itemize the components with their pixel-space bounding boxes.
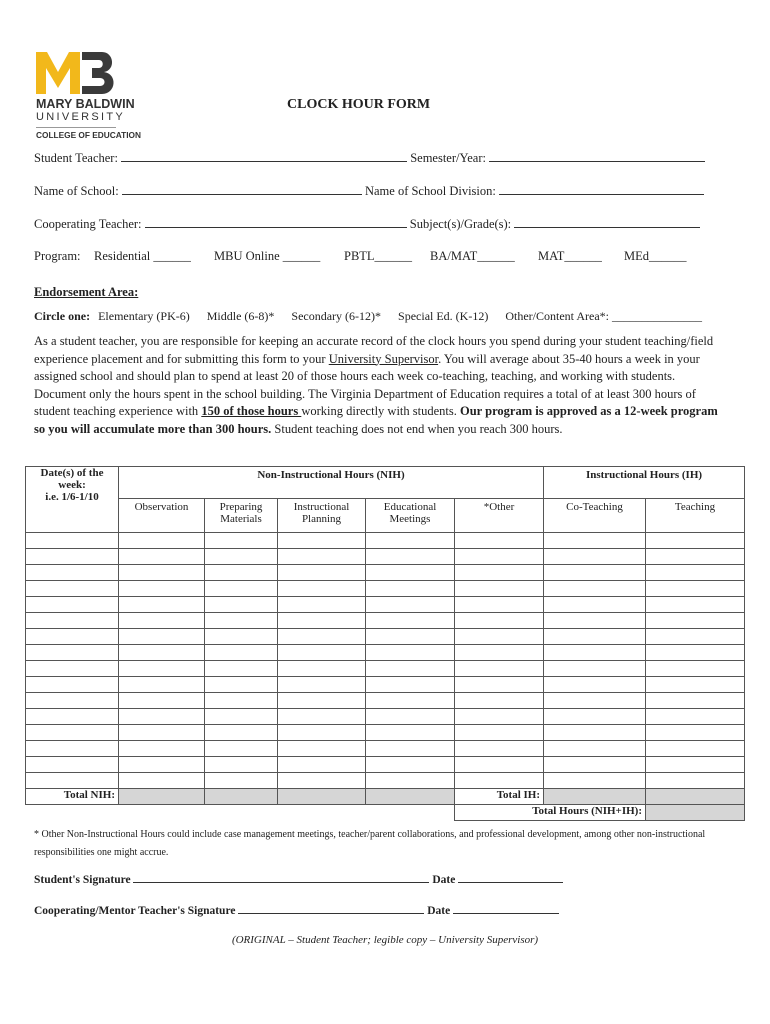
date-cell[interactable] bbox=[26, 709, 119, 725]
hours-cell[interactable] bbox=[544, 549, 646, 565]
date-cell[interactable] bbox=[26, 661, 119, 677]
nih-header: Non-Instructional Hours (NIH) bbox=[119, 467, 544, 499]
total-ih-label: Total IH: bbox=[455, 789, 544, 805]
hours-cell[interactable] bbox=[278, 741, 366, 757]
form-title: CLOCK HOUR FORM bbox=[287, 97, 431, 112]
col-instructional-planning: Instructional Planning bbox=[278, 499, 366, 533]
hours-cell[interactable] bbox=[646, 645, 745, 661]
hours-cell[interactable] bbox=[455, 565, 544, 581]
student-signature-row bbox=[34, 872, 563, 886]
hours-cell[interactable] bbox=[205, 661, 278, 677]
blank-cell bbox=[26, 805, 119, 821]
row-student-teacher bbox=[34, 150, 705, 166]
hours-cell[interactable] bbox=[278, 773, 366, 789]
hours-cell[interactable] bbox=[455, 677, 544, 693]
hours-cell[interactable] bbox=[119, 693, 205, 709]
date-cell[interactable] bbox=[26, 549, 119, 565]
hours-cell[interactable] bbox=[205, 645, 278, 661]
mentor-date-field[interactable] bbox=[453, 903, 559, 914]
date-cell[interactable] bbox=[26, 741, 119, 757]
hours-cell[interactable] bbox=[455, 597, 544, 613]
date-cell[interactable] bbox=[26, 613, 119, 629]
program-residential[interactable]: Residential ______ bbox=[94, 249, 191, 263]
date-cell[interactable] bbox=[26, 725, 119, 741]
date-column-header bbox=[26, 467, 119, 533]
school-name-label: Name of School: bbox=[34, 184, 119, 198]
date-cell[interactable] bbox=[26, 597, 119, 613]
semester-year-label: Semester/Year: bbox=[410, 151, 486, 165]
logo-college: COLLEGE OF EDUCATION bbox=[36, 130, 141, 140]
row-school bbox=[34, 183, 704, 199]
hours-cell[interactable] bbox=[455, 693, 544, 709]
original-copy-note: (ORIGINAL – Student Teacher; legible copy – University Supervisor) bbox=[231, 934, 539, 946]
option-elementary[interactable]: Elementary (PK-6) bbox=[98, 309, 190, 323]
hours-cell[interactable] bbox=[278, 709, 366, 725]
school-division-field[interactable] bbox=[499, 183, 704, 195]
hours-cell[interactable] bbox=[646, 661, 745, 677]
endorsement-options bbox=[34, 309, 702, 324]
hours-cell[interactable] bbox=[544, 661, 646, 677]
hours-cell[interactable] bbox=[646, 709, 745, 725]
hours-cell[interactable] bbox=[455, 757, 544, 773]
hours-cell[interactable] bbox=[205, 725, 278, 741]
col-other: *Other bbox=[455, 499, 544, 533]
mentor-signature-label: Cooperating/Mentor Teacher's Signature bbox=[34, 905, 236, 917]
date-cell[interactable] bbox=[26, 581, 119, 597]
hours-cell[interactable] bbox=[119, 757, 205, 773]
university-supervisor-text: University Supervisor bbox=[328, 351, 439, 366]
hours-cell[interactable] bbox=[544, 565, 646, 581]
date-cell[interactable] bbox=[26, 629, 119, 645]
para-text-3: working directly with students. bbox=[301, 404, 460, 418]
table-row bbox=[26, 629, 745, 645]
hours-cell[interactable] bbox=[646, 549, 745, 565]
mary-baldwin-logo bbox=[36, 48, 141, 140]
cooperating-teacher-label: Cooperating Teacher: bbox=[34, 217, 142, 231]
table-row bbox=[26, 597, 745, 613]
hours-cell[interactable] bbox=[366, 533, 455, 549]
hours-cell[interactable] bbox=[119, 549, 205, 565]
hours-cell[interactable] bbox=[455, 773, 544, 789]
table-row bbox=[26, 613, 745, 629]
option-other[interactable]: Other/Content Area*: _______________ bbox=[505, 309, 702, 323]
hours-cell[interactable] bbox=[646, 677, 745, 693]
hours-cell[interactable] bbox=[646, 725, 745, 741]
table-row bbox=[26, 661, 745, 677]
ih-header: Instructional Hours (IH) bbox=[544, 467, 745, 499]
hours-cell[interactable] bbox=[119, 709, 205, 725]
date-cell[interactable] bbox=[26, 693, 119, 709]
table-row bbox=[26, 773, 745, 789]
hours-cell[interactable] bbox=[119, 597, 205, 613]
blank-cell bbox=[119, 805, 205, 821]
option-special-ed[interactable]: Special Ed. (K-12) bbox=[398, 309, 489, 323]
hours-cell[interactable] bbox=[366, 773, 455, 789]
hours-cell[interactable] bbox=[544, 597, 646, 613]
program-med[interactable]: MEd______ bbox=[624, 249, 687, 263]
col-teaching: Teaching bbox=[646, 499, 745, 533]
para-text-4: Student teaching does not end when you reach 300 hours. bbox=[271, 421, 563, 436]
date-cell[interactable] bbox=[26, 533, 119, 549]
hours-cell[interactable] bbox=[278, 677, 366, 693]
hours-cell[interactable] bbox=[455, 725, 544, 741]
hours-cell[interactable] bbox=[119, 661, 205, 677]
hours-cell[interactable] bbox=[205, 581, 278, 597]
hours-cell[interactable] bbox=[455, 549, 544, 565]
hours-cell[interactable] bbox=[278, 725, 366, 741]
hours-cell[interactable] bbox=[205, 565, 278, 581]
date-header-text: Date(s) of the week: bbox=[40, 467, 104, 491]
hours-cell[interactable] bbox=[278, 533, 366, 549]
total-hours-cell[interactable] bbox=[646, 805, 745, 821]
hours-cell[interactable] bbox=[366, 565, 455, 581]
blank-cell bbox=[366, 805, 455, 821]
date-cell[interactable] bbox=[26, 757, 119, 773]
hours-cell[interactable] bbox=[544, 677, 646, 693]
hours-cell[interactable] bbox=[455, 661, 544, 677]
para-text-2: . You will average about 35-40 hours a week in your assigned school and should plan to spend at least 20 of those hours each week co-teaching, teaching, and working with students. Document only the hours spent in the school building. The Virginia Department of Education requires a total of at least 300 hours of student teaching experience with bbox=[34, 351, 700, 418]
hours-cell[interactable] bbox=[205, 677, 278, 693]
blank-cell bbox=[205, 805, 278, 821]
hours-cell[interactable] bbox=[366, 661, 455, 677]
hours-cell[interactable] bbox=[646, 533, 745, 549]
hours-cell[interactable] bbox=[646, 597, 745, 613]
table-row bbox=[26, 757, 745, 773]
logo-divider bbox=[36, 127, 116, 128]
school-name-field[interactable] bbox=[122, 183, 362, 195]
hours-cell[interactable] bbox=[646, 565, 745, 581]
date-cell[interactable] bbox=[26, 565, 119, 581]
table-row bbox=[26, 549, 745, 565]
hours-cell[interactable] bbox=[646, 741, 745, 757]
hours-cell[interactable] bbox=[544, 533, 646, 549]
hours-cell[interactable] bbox=[366, 549, 455, 565]
hours-cell[interactable] bbox=[278, 613, 366, 629]
date-header-example: i.e. 1/6-1/10 bbox=[45, 491, 99, 503]
date-cell[interactable] bbox=[26, 645, 119, 661]
hours-cell[interactable] bbox=[278, 693, 366, 709]
hours-cell[interactable] bbox=[119, 581, 205, 597]
hours-cell[interactable] bbox=[119, 645, 205, 661]
hours-cell[interactable] bbox=[366, 725, 455, 741]
hours-cell[interactable] bbox=[205, 597, 278, 613]
hours-cell[interactable] bbox=[646, 613, 745, 629]
total-nih-label: Total NIH: bbox=[26, 789, 119, 805]
row-cooperating-teacher bbox=[34, 216, 700, 232]
total-ih-cell[interactable] bbox=[646, 789, 745, 805]
table-row bbox=[26, 741, 745, 757]
subjects-grades-field[interactable] bbox=[514, 216, 700, 228]
logo-name: MARY BALDWIN bbox=[36, 97, 135, 111]
hours-cell[interactable] bbox=[544, 581, 646, 597]
semester-year-field[interactable] bbox=[489, 150, 705, 162]
hours-cell[interactable] bbox=[119, 725, 205, 741]
blank-cell bbox=[278, 805, 366, 821]
hours-cell[interactable] bbox=[646, 773, 745, 789]
cooperating-teacher-field[interactable] bbox=[145, 216, 407, 228]
hours-cell[interactable] bbox=[119, 677, 205, 693]
hours-cell[interactable] bbox=[544, 741, 646, 757]
total-nih-cell[interactable] bbox=[278, 789, 366, 805]
hours-cell[interactable] bbox=[119, 629, 205, 645]
hours-cell[interactable] bbox=[455, 741, 544, 757]
hours-cell[interactable] bbox=[366, 693, 455, 709]
table-row bbox=[26, 645, 745, 661]
hours-cell[interactable] bbox=[455, 533, 544, 549]
total-ih-cell[interactable] bbox=[544, 789, 646, 805]
hours-cell[interactable] bbox=[544, 613, 646, 629]
option-middle[interactable]: Middle (6-8)* bbox=[206, 309, 275, 323]
student-teacher-field[interactable] bbox=[121, 150, 407, 162]
hours-cell[interactable] bbox=[205, 629, 278, 645]
hours-cell[interactable] bbox=[278, 757, 366, 773]
hours-cell[interactable] bbox=[455, 581, 544, 597]
hours-cell[interactable] bbox=[366, 741, 455, 757]
hours-cell[interactable] bbox=[455, 613, 544, 629]
table-row bbox=[26, 533, 745, 549]
mentor-signature-field[interactable] bbox=[238, 903, 424, 914]
date-cell[interactable] bbox=[26, 773, 119, 789]
hours-cell[interactable] bbox=[544, 693, 646, 709]
hours-cell[interactable] bbox=[205, 693, 278, 709]
hours-cell[interactable] bbox=[205, 741, 278, 757]
hours-cell[interactable] bbox=[366, 757, 455, 773]
table-row bbox=[26, 565, 745, 581]
hours-cell[interactable] bbox=[278, 581, 366, 597]
hours-cell[interactable] bbox=[366, 581, 455, 597]
para-emphasis-hours: 150 of those hours bbox=[201, 404, 302, 418]
table-row bbox=[26, 677, 745, 693]
hours-cell[interactable] bbox=[544, 725, 646, 741]
school-division-label: Name of School Division: bbox=[364, 184, 496, 198]
hours-cell[interactable] bbox=[119, 773, 205, 789]
date-cell[interactable] bbox=[26, 677, 119, 693]
mentor-signature-row bbox=[34, 903, 559, 917]
table-row bbox=[26, 709, 745, 725]
subjects-grades-label: Subject(s)/Grade(s): bbox=[409, 217, 512, 231]
hours-cell[interactable] bbox=[544, 629, 646, 645]
hours-cell[interactable] bbox=[646, 757, 745, 773]
other-hours-note: * Other Non-Instructional Hours could include case management meetings, teacher/parent collaborations, and professional development, among other non-instructional responsibilities one might accrue. bbox=[34, 829, 706, 858]
program-mbu-online[interactable]: MBU Online ______ bbox=[214, 249, 321, 263]
hours-cell[interactable] bbox=[278, 645, 366, 661]
student-teacher-label: Student Teacher: bbox=[34, 151, 118, 165]
hours-cell[interactable] bbox=[646, 581, 745, 597]
endorsement-heading: Endorsement Area: bbox=[34, 285, 139, 299]
clock-hour-table bbox=[25, 466, 745, 821]
hours-cell[interactable] bbox=[366, 597, 455, 613]
program-mat[interactable]: MAT______ bbox=[538, 249, 602, 263]
mentor-date-label: Date bbox=[427, 905, 451, 917]
student-date-label: Date bbox=[432, 874, 456, 886]
hours-cell[interactable] bbox=[278, 549, 366, 565]
hours-cell[interactable] bbox=[205, 773, 278, 789]
col-co-teaching: Co-Teaching bbox=[544, 499, 646, 533]
instructions-paragraph bbox=[34, 333, 730, 438]
hours-cell[interactable] bbox=[278, 629, 366, 645]
program-pbtl[interactable]: PBTL______ bbox=[344, 249, 413, 263]
total-nih-cell[interactable] bbox=[366, 789, 455, 805]
hours-cell[interactable] bbox=[278, 565, 366, 581]
student-signature-label: Student's Signature bbox=[34, 874, 131, 886]
table-row bbox=[26, 725, 745, 741]
hours-cell[interactable] bbox=[119, 741, 205, 757]
para-text-1: As a student teacher, you are responsible for keeping an accurate record of the clock hours you spend during your student teaching/field experience placement and for submitting this form to your bbox=[34, 334, 714, 366]
hours-cell[interactable] bbox=[646, 693, 745, 709]
mb-monogram-icon bbox=[36, 48, 118, 96]
hours-cell[interactable] bbox=[544, 757, 646, 773]
hours-cell[interactable] bbox=[205, 613, 278, 629]
table-row bbox=[26, 693, 745, 709]
hours-cell[interactable] bbox=[205, 549, 278, 565]
col-preparing-materials: Preparing Materials bbox=[205, 499, 278, 533]
logo-university: UNIVERSITY bbox=[36, 111, 126, 123]
hours-cell[interactable] bbox=[366, 613, 455, 629]
hours-cell[interactable] bbox=[646, 629, 745, 645]
col-educational-meetings: Educational Meetings bbox=[366, 499, 455, 533]
hours-cell[interactable] bbox=[366, 645, 455, 661]
total-nih-cell[interactable] bbox=[205, 789, 278, 805]
col-observation: Observation bbox=[119, 499, 205, 533]
option-secondary[interactable]: Secondary (6-12)* bbox=[291, 309, 382, 323]
student-signature-field[interactable] bbox=[133, 872, 429, 883]
row-program bbox=[34, 249, 734, 265]
hours-cell[interactable] bbox=[205, 709, 278, 725]
hours-cell[interactable] bbox=[366, 709, 455, 725]
hours-cell[interactable] bbox=[278, 661, 366, 677]
hours-cell[interactable] bbox=[366, 629, 455, 645]
hours-cell[interactable] bbox=[205, 757, 278, 773]
hours-cell[interactable] bbox=[455, 645, 544, 661]
hours-cell[interactable] bbox=[205, 533, 278, 549]
program-label: Program: bbox=[34, 249, 81, 263]
hours-cell[interactable] bbox=[119, 565, 205, 581]
student-date-field[interactable] bbox=[458, 872, 563, 883]
total-nih-cell[interactable] bbox=[119, 789, 205, 805]
hours-cell[interactable] bbox=[544, 645, 646, 661]
hours-cell[interactable] bbox=[278, 597, 366, 613]
hours-cell[interactable] bbox=[455, 709, 544, 725]
hours-cell[interactable] bbox=[544, 709, 646, 725]
hours-cell[interactable] bbox=[366, 677, 455, 693]
total-hours-label: Total Hours (NIH+IH): bbox=[455, 805, 646, 821]
para-program-note: Our program is approved as a 12-week program so you will accumulate more than 300 hours. bbox=[34, 404, 718, 436]
table-row bbox=[26, 581, 745, 597]
hours-cell[interactable] bbox=[455, 629, 544, 645]
circle-one-label: Circle one: bbox=[34, 309, 91, 323]
hours-cell[interactable] bbox=[119, 613, 205, 629]
hours-cell[interactable] bbox=[544, 773, 646, 789]
hours-cell[interactable] bbox=[119, 533, 205, 549]
program-ba-mat[interactable]: BA/MAT______ bbox=[430, 249, 515, 263]
